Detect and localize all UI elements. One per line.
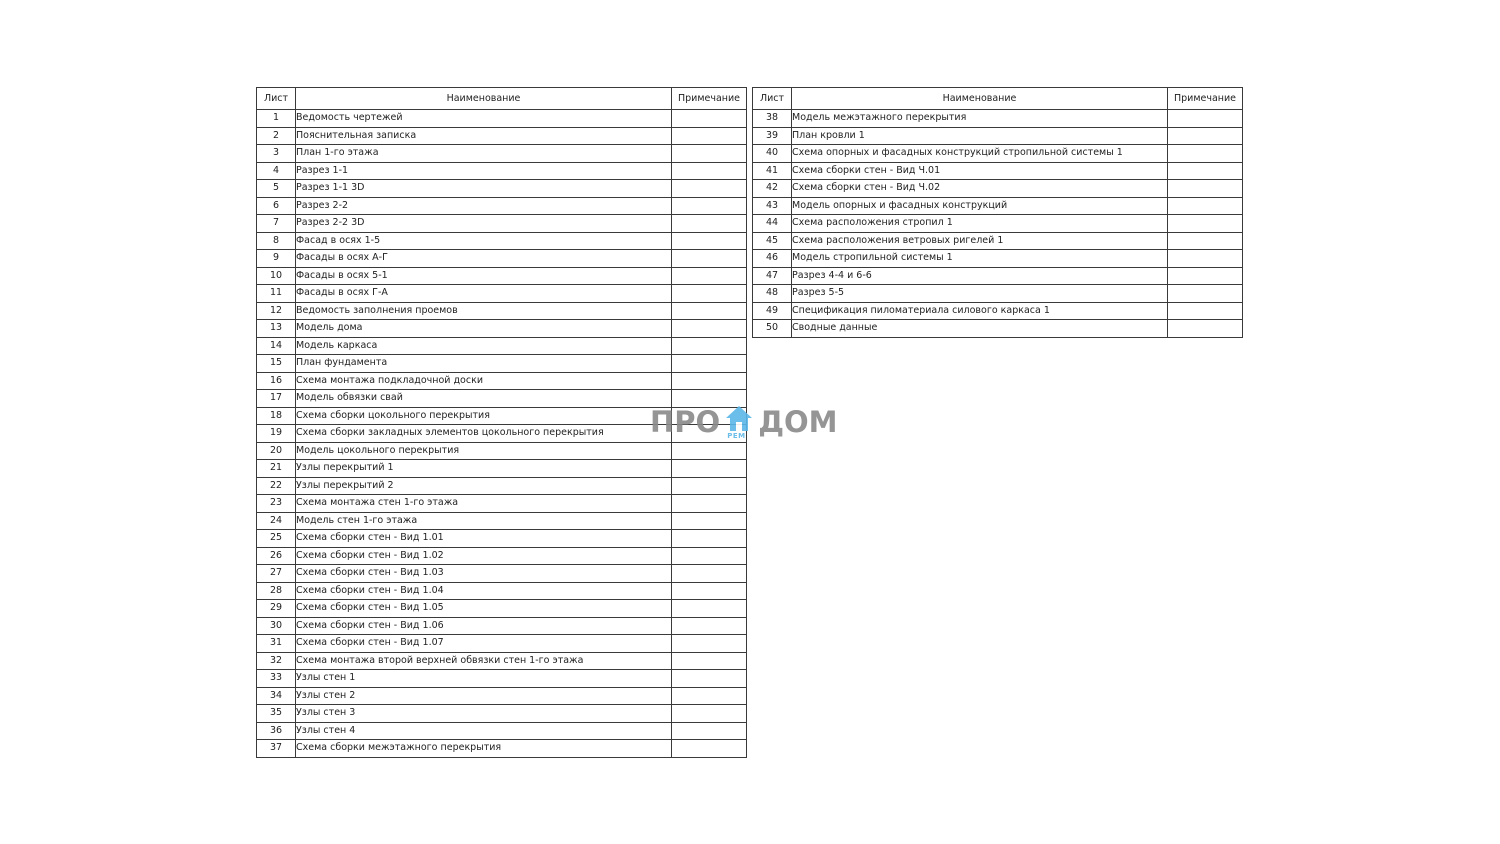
sheet-name-cell: Разрез 2-2 xyxy=(296,197,672,215)
table-row xyxy=(257,285,747,303)
sheet-name-cell: Сводные данные xyxy=(792,320,1168,338)
sheet-note-cell xyxy=(672,495,747,513)
table-row xyxy=(257,512,747,530)
sheet-name-cell: Фасад в осях 1-5 xyxy=(296,232,672,250)
sheet-name-cell: Схема сборки закладных элементов цокольного перекрытия xyxy=(296,425,672,443)
sheet-number-cell: 40 xyxy=(753,145,792,163)
sheet-name-cell: Ведомость заполнения проемов xyxy=(296,302,672,320)
sheet-note-cell xyxy=(672,442,747,460)
watermark-sub-text: РЕМ xyxy=(727,432,746,440)
sheet-note-cell xyxy=(1168,302,1243,320)
sheet-note-cell xyxy=(1168,110,1243,128)
sheet-note-cell xyxy=(672,530,747,548)
sheet-number-cell: 8 xyxy=(257,232,296,250)
sheet-note-cell xyxy=(672,652,747,670)
drawings-register-table-right xyxy=(752,87,1243,338)
sheet-note-cell xyxy=(672,267,747,285)
sheet-name-cell: Спецификация пиломатериала силового каркаса 1 xyxy=(792,302,1168,320)
sheet-name-cell: Разрез 2-2 3D xyxy=(296,215,672,233)
sheet-number-cell: 45 xyxy=(753,232,792,250)
sheet-name-cell: Пояснительная записка xyxy=(296,127,672,145)
sheet-note-cell xyxy=(672,320,747,338)
sheet-note-cell xyxy=(1168,180,1243,198)
table-row xyxy=(257,127,747,145)
table-row xyxy=(753,285,1243,303)
sheet-note-cell xyxy=(672,477,747,495)
table-row xyxy=(257,180,747,198)
sheet-name-cell: Узлы стен 4 xyxy=(296,722,672,740)
sheet-name-cell: Узлы стен 1 xyxy=(296,670,672,688)
sheet-note-cell xyxy=(672,372,747,390)
table-row xyxy=(257,442,747,460)
sheet-name-cell: Фасады в осях А-Г xyxy=(296,250,672,268)
sheet-note-cell xyxy=(672,337,747,355)
sheet-note-cell xyxy=(672,722,747,740)
table-row xyxy=(753,197,1243,215)
sheet-name-cell: Схема опорных и фасадных конструкций стропильной системы 1 xyxy=(792,145,1168,163)
sheet-name-cell: Узлы перекрытий 1 xyxy=(296,460,672,478)
sheet-name-cell: Модель цокольного перекрытия xyxy=(296,442,672,460)
table-row xyxy=(257,110,747,128)
sheet-name-cell: Схема сборки стен - Вид 1.01 xyxy=(296,530,672,548)
table-row xyxy=(257,740,747,758)
sheet-note-cell xyxy=(1168,285,1243,303)
sheet-note-cell xyxy=(672,582,747,600)
table-row xyxy=(753,232,1243,250)
table-row xyxy=(753,267,1243,285)
table-row xyxy=(753,110,1243,128)
sheet-number-cell: 35 xyxy=(257,705,296,723)
sheet-number-cell: 49 xyxy=(753,302,792,320)
sheet-number-cell: 41 xyxy=(753,162,792,180)
sheet-number-cell: 33 xyxy=(257,670,296,688)
sheet-name-cell: Схема монтажа подкладочной доски xyxy=(296,372,672,390)
table-row xyxy=(753,320,1243,338)
sheet-name-cell: Схема сборки межэтажного перекрытия xyxy=(296,740,672,758)
sheet-number-cell: 13 xyxy=(257,320,296,338)
sheet-number-cell: 19 xyxy=(257,425,296,443)
table-row xyxy=(257,705,747,723)
sheet-name-cell: Схема сборки стен - Вид Ч.02 xyxy=(792,180,1168,198)
table-row xyxy=(257,145,747,163)
sheet-note-cell xyxy=(672,302,747,320)
sheet-number-cell: 23 xyxy=(257,495,296,513)
sheet-note-cell xyxy=(672,250,747,268)
sheet-note-cell xyxy=(672,670,747,688)
sheet-number-cell: 10 xyxy=(257,267,296,285)
sheet-note-cell xyxy=(672,215,747,233)
sheet-name-cell: Схема сборки стен - Вид 1.03 xyxy=(296,565,672,583)
watermark-right-text: ДОМ xyxy=(758,405,838,439)
table-row xyxy=(257,722,747,740)
table-row xyxy=(257,495,747,513)
sheet-number-cell: 39 xyxy=(753,127,792,145)
sheet-name-cell: Схема сборки стен - Вид 1.02 xyxy=(296,547,672,565)
sheet-name-cell: Схема сборки стен - Вид 1.04 xyxy=(296,582,672,600)
table-row xyxy=(257,582,747,600)
sheet-number-cell: 14 xyxy=(257,337,296,355)
sheet-number-cell: 32 xyxy=(257,652,296,670)
sheet-number-cell: 9 xyxy=(257,250,296,268)
sheet-number-cell: 43 xyxy=(753,197,792,215)
table-row xyxy=(257,687,747,705)
sheet-note-cell xyxy=(1168,267,1243,285)
sheet-name-cell: Узлы стен 2 xyxy=(296,687,672,705)
table-row xyxy=(257,477,747,495)
sheet-note-cell xyxy=(672,285,747,303)
sheet-number-cell: 29 xyxy=(257,600,296,618)
table-row xyxy=(257,600,747,618)
sheet-name-cell: Схема монтажа второй верхней обвязки стен 1-го этажа xyxy=(296,652,672,670)
sheet-note-cell xyxy=(1168,320,1243,338)
table-row xyxy=(257,565,747,583)
sheet-note-cell xyxy=(672,600,747,618)
sheet-number-cell: 11 xyxy=(257,285,296,303)
table-row xyxy=(257,547,747,565)
sheet-number-cell: 38 xyxy=(753,110,792,128)
sheet-number-cell: 42 xyxy=(753,180,792,198)
sheet-number-cell: 4 xyxy=(257,162,296,180)
sheet-number-cell: 24 xyxy=(257,512,296,530)
table-row xyxy=(257,162,747,180)
table-row xyxy=(257,460,747,478)
table-row xyxy=(257,250,747,268)
sheet-name-cell: План 1-го этажа xyxy=(296,145,672,163)
sheet-name-cell: Разрез 1-1 3D xyxy=(296,180,672,198)
sheet-number-cell: 37 xyxy=(257,740,296,758)
table-row xyxy=(257,302,747,320)
table-row xyxy=(257,617,747,635)
table-row xyxy=(257,232,747,250)
sheet-number-cell: 27 xyxy=(257,565,296,583)
sheet-name-cell: Схема сборки цокольного перекрытия xyxy=(296,407,672,425)
sheet-note-cell xyxy=(1168,162,1243,180)
sheet-number-cell: 6 xyxy=(257,197,296,215)
sheet-number-cell: 31 xyxy=(257,635,296,653)
sheet-number-cell: 21 xyxy=(257,460,296,478)
sheet-name-cell: Схема сборки стен - Вид 1.07 xyxy=(296,635,672,653)
table-header-row xyxy=(753,88,1243,110)
sheet-name-cell: Схема сборки стен - Вид 1.05 xyxy=(296,600,672,618)
table-row xyxy=(753,250,1243,268)
sheet-note-cell xyxy=(672,705,747,723)
sheet-number-cell: 22 xyxy=(257,477,296,495)
sheet-number-cell: 20 xyxy=(257,442,296,460)
sheet-name-cell: Разрез 1-1 xyxy=(296,162,672,180)
table-row xyxy=(257,372,747,390)
sheet-name-cell: Модель обвязки свай xyxy=(296,390,672,408)
table-row xyxy=(257,197,747,215)
table-row xyxy=(753,215,1243,233)
sheet-number-cell: 2 xyxy=(257,127,296,145)
table-row xyxy=(753,162,1243,180)
sheet-note-cell xyxy=(672,110,747,128)
header-note: Примечание xyxy=(672,88,747,110)
sheet-note-cell xyxy=(672,355,747,373)
header-sheet: Лист xyxy=(753,88,792,110)
sheet-name-cell: Схема расположения стропил 1 xyxy=(792,215,1168,233)
sheet-name-cell: Разрез 4-4 и 6-6 xyxy=(792,267,1168,285)
header-note: Примечание xyxy=(1168,88,1243,110)
table-row xyxy=(753,145,1243,163)
sheet-number-cell: 26 xyxy=(257,547,296,565)
sheet-name-cell: Схема сборки стен - Вид 1.06 xyxy=(296,617,672,635)
table-row xyxy=(753,302,1243,320)
sheet-note-cell xyxy=(672,162,747,180)
sheet-name-cell: Фасады в осях Г-А xyxy=(296,285,672,303)
sheet-note-cell xyxy=(672,635,747,653)
sheet-name-cell: Узлы стен 3 xyxy=(296,705,672,723)
sheet-number-cell: 1 xyxy=(257,110,296,128)
sheet-number-cell: 17 xyxy=(257,390,296,408)
sheet-name-cell: Модель каркаса xyxy=(296,337,672,355)
table-row xyxy=(257,652,747,670)
sheet-note-cell xyxy=(672,617,747,635)
table-row xyxy=(257,355,747,373)
sheet-number-cell: 18 xyxy=(257,407,296,425)
watermark-left-text: ПРО xyxy=(650,405,721,439)
sheet-note-cell xyxy=(672,460,747,478)
header-name: Наименование xyxy=(296,88,672,110)
table-row xyxy=(753,180,1243,198)
sheet-name-cell: Модель межэтажного перекрытия xyxy=(792,110,1168,128)
sheet-number-cell: 47 xyxy=(753,267,792,285)
table-row xyxy=(257,530,747,548)
sheet-note-cell xyxy=(672,232,747,250)
sheet-note-cell xyxy=(672,740,747,758)
sheet-name-cell: Схема монтажа стен 1-го этажа xyxy=(296,495,672,513)
sheet-name-cell: Модель дома xyxy=(296,320,672,338)
sheet-note-cell xyxy=(672,512,747,530)
sheet-number-cell: 28 xyxy=(257,582,296,600)
sheet-note-cell xyxy=(672,547,747,565)
sheet-note-cell xyxy=(672,197,747,215)
sheet-number-cell: 12 xyxy=(257,302,296,320)
sheet-note-cell xyxy=(672,127,747,145)
sheet-note-cell xyxy=(672,145,747,163)
table-row xyxy=(257,337,747,355)
sheet-number-cell: 48 xyxy=(753,285,792,303)
sheet-name-cell: Ведомость чертежей xyxy=(296,110,672,128)
table-body-right xyxy=(753,110,1243,338)
table-row xyxy=(257,635,747,653)
sheet-name-cell: Модель стропильной системы 1 xyxy=(792,250,1168,268)
sheet-number-cell: 30 xyxy=(257,617,296,635)
watermark-logo xyxy=(650,402,850,442)
sheet-name-cell: План кровли 1 xyxy=(792,127,1168,145)
sheet-note-cell xyxy=(1168,127,1243,145)
sheet-name-cell: План фундамента xyxy=(296,355,672,373)
table-row xyxy=(257,267,747,285)
sheet-number-cell: 3 xyxy=(257,145,296,163)
sheet-name-cell: Схема расположения ветровых ригелей 1 xyxy=(792,232,1168,250)
header-sheet: Лист xyxy=(257,88,296,110)
sheet-note-cell xyxy=(672,687,747,705)
sheet-note-cell xyxy=(1168,232,1243,250)
sheet-number-cell: 50 xyxy=(753,320,792,338)
sheet-note-cell xyxy=(1168,145,1243,163)
table-row xyxy=(257,320,747,338)
sheet-name-cell: Модель стен 1-го этажа xyxy=(296,512,672,530)
sheet-number-cell: 44 xyxy=(753,215,792,233)
house-icon xyxy=(724,404,754,440)
sheet-number-cell: 7 xyxy=(257,215,296,233)
sheet-note-cell xyxy=(672,565,747,583)
table-row xyxy=(753,127,1243,145)
sheet-name-cell: Разрез 5-5 xyxy=(792,285,1168,303)
table-header-row xyxy=(257,88,747,110)
sheet-name-cell: Схема сборки стен - Вид Ч.01 xyxy=(792,162,1168,180)
sheet-number-cell: 36 xyxy=(257,722,296,740)
sheet-name-cell: Фасады в осях 5-1 xyxy=(296,267,672,285)
sheet-name-cell: Узлы перекрытий 2 xyxy=(296,477,672,495)
sheet-number-cell: 16 xyxy=(257,372,296,390)
sheet-note-cell xyxy=(1168,215,1243,233)
sheet-note-cell xyxy=(672,180,747,198)
sheet-name-cell: Модель опорных и фасадных конструкций xyxy=(792,197,1168,215)
header-name: Наименование xyxy=(792,88,1168,110)
sheet-number-cell: 46 xyxy=(753,250,792,268)
sheet-number-cell: 25 xyxy=(257,530,296,548)
sheet-number-cell: 15 xyxy=(257,355,296,373)
sheet-number-cell: 5 xyxy=(257,180,296,198)
sheet-number-cell: 34 xyxy=(257,687,296,705)
table-row xyxy=(257,215,747,233)
sheet-note-cell xyxy=(1168,250,1243,268)
sheet-note-cell xyxy=(1168,197,1243,215)
table-row xyxy=(257,670,747,688)
